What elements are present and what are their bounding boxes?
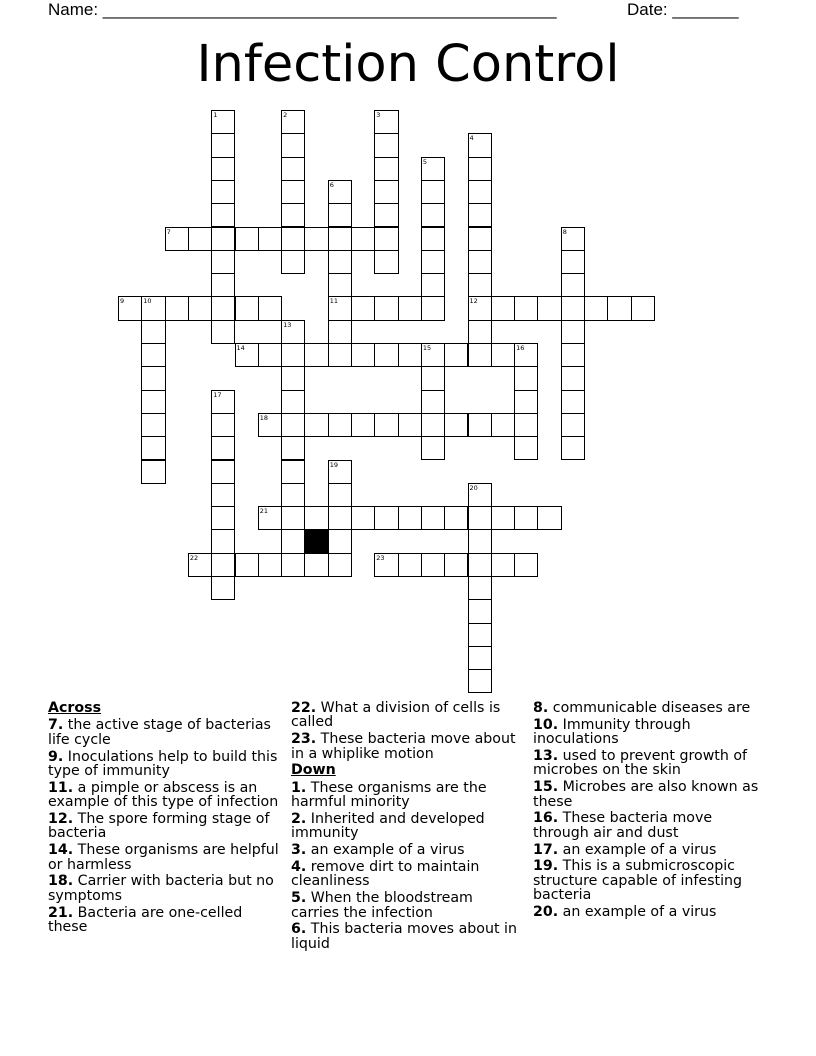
clue-column-2 [291, 701, 523, 954]
clue-number: 22 [189, 553, 199, 562]
grid-cell[interactable] [211, 180, 235, 204]
clue-item-number: 18. [48, 873, 74, 890]
grid-cell[interactable] [328, 203, 352, 227]
grid-cell[interactable] [281, 390, 305, 414]
grid-cell[interactable] [304, 506, 328, 530]
grid-cell[interactable] [514, 506, 538, 530]
grid-cell[interactable] [491, 506, 515, 530]
clue-item [291, 860, 523, 889]
clue-item [533, 701, 765, 715]
grid-cell[interactable] [491, 343, 515, 367]
grid-cell[interactable] [211, 320, 235, 344]
grid-cell[interactable] [281, 227, 305, 251]
grid-cell[interactable] [328, 343, 352, 367]
grid-cell[interactable] [421, 343, 445, 367]
grid-cell[interactable] [141, 366, 165, 390]
clue-item [48, 906, 280, 935]
clue-item [533, 905, 765, 919]
grid-cell[interactable] [444, 553, 468, 577]
grid-cell[interactable] [258, 227, 282, 251]
black-square [304, 529, 328, 553]
grid-cell[interactable] [398, 343, 422, 367]
grid-cell[interactable] [421, 553, 445, 577]
grid-cell[interactable] [561, 343, 585, 367]
grid-cell[interactable] [211, 553, 235, 577]
grid-cell[interactable] [514, 296, 538, 320]
clue-item-text: When the bloodstream carries the infection [291, 890, 473, 921]
grid-cell[interactable] [211, 133, 235, 157]
grid-cell[interactable] [444, 343, 468, 367]
grid-cell[interactable] [281, 366, 305, 390]
clue-number: 9 [120, 297, 125, 306]
grid-cell[interactable] [211, 227, 235, 251]
grid-cell[interactable] [468, 669, 492, 693]
grid-cell[interactable] [561, 273, 585, 297]
grid-cell[interactable] [258, 296, 282, 320]
grid-cell[interactable] [584, 296, 608, 320]
grid-cell[interactable] [374, 133, 398, 157]
clue-item [533, 811, 765, 840]
grid-cell[interactable] [514, 366, 538, 390]
grid-cell[interactable] [141, 343, 165, 367]
grid-cell[interactable] [537, 296, 561, 320]
clue-item [291, 732, 523, 761]
clue-number: 8 [562, 227, 567, 236]
grid-cell[interactable] [398, 506, 422, 530]
grid-cell[interactable] [304, 413, 328, 437]
grid-cell[interactable] [631, 296, 655, 320]
clue-item-number: 21. [48, 904, 74, 921]
clue-item-number: 2. [291, 811, 307, 828]
grid-cell[interactable] [607, 296, 631, 320]
clue-item [48, 781, 280, 810]
grid-cell[interactable] [235, 343, 259, 367]
grid-cell[interactable] [328, 273, 352, 297]
clue-number: 17 [213, 390, 222, 399]
grid-cell[interactable] [141, 460, 165, 484]
grid-cell[interactable] [374, 180, 398, 204]
clue-item-number: 10. [533, 716, 559, 733]
clue-item-text: an example of a virus [562, 841, 717, 858]
grid-cell[interactable] [421, 273, 445, 297]
clue-number: 12 [469, 297, 478, 306]
grid-cell[interactable] [421, 413, 445, 437]
clue-item-text: Immunity through inoculations [533, 716, 691, 748]
clue-item [291, 891, 523, 920]
grid-cell[interactable] [421, 227, 445, 251]
date-field[interactable]: Date: _______ [627, 0, 739, 19]
clue-item-text: the active stage of bacterias life cycle [48, 717, 271, 748]
clue-number: 2 [283, 111, 288, 119]
grid-cell[interactable] [304, 343, 328, 367]
clue-item-text: This bacteria moves about in liquid [291, 921, 517, 952]
grid-cell[interactable] [468, 320, 492, 344]
clue-item-number: 23. [291, 731, 317, 748]
clue-item-number: 6. [291, 921, 307, 938]
clue-column-3 [533, 701, 765, 922]
clue-column-1 [48, 701, 280, 937]
grid-cell[interactable] [328, 506, 352, 530]
grid-cell[interactable] [468, 483, 492, 507]
grid-cell[interactable] [281, 436, 305, 460]
grid-cell[interactable] [421, 390, 445, 414]
grid-cell[interactable] [281, 343, 305, 367]
clue-item-text: an example of a virus [310, 842, 465, 859]
clue-number: 14 [236, 344, 245, 352]
grid-cell[interactable] [351, 343, 375, 367]
clue-item-text: a pimple or abscess is an example of this type of infection [48, 779, 279, 811]
grid-cell[interactable] [468, 227, 492, 251]
clue-number: 10 [143, 297, 152, 306]
grid-cell[interactable] [468, 576, 492, 600]
clue-item-number: 13. [533, 748, 559, 764]
grid-cell[interactable] [328, 529, 352, 553]
grid-cell[interactable] [281, 506, 305, 530]
grid-cell[interactable] [421, 250, 445, 274]
clue-item [533, 749, 765, 778]
grid-cell[interactable] [351, 296, 375, 320]
clue-item-number: 4. [291, 859, 307, 876]
grid-cell[interactable] [211, 436, 235, 460]
grid-cell[interactable] [468, 250, 492, 274]
grid-cell[interactable] [281, 529, 305, 553]
grid-cell[interactable] [211, 273, 235, 297]
clue-item-text: Inoculations help to build this type of immunity [48, 748, 278, 780]
grid-cell[interactable] [281, 483, 305, 507]
clue-item [533, 843, 765, 857]
grid-cell[interactable] [281, 413, 305, 437]
grid-cell[interactable] [141, 296, 165, 320]
grid-cell[interactable] [281, 110, 305, 134]
grid-cell[interactable] [421, 203, 445, 227]
clue-item [291, 781, 523, 810]
grid-cell[interactable] [281, 203, 305, 227]
grid-cell[interactable] [491, 413, 515, 437]
grid-cell[interactable] [468, 157, 492, 181]
clue-heading: Down [291, 762, 336, 779]
clue-item-text: These bacteria move about in a whiplike motion [291, 731, 516, 762]
grid-cell[interactable] [491, 296, 515, 320]
grid-cell[interactable] [118, 296, 142, 320]
grid-cell[interactable] [468, 343, 492, 367]
clue-heading: Across [48, 700, 102, 716]
grid-cell[interactable] [211, 506, 235, 530]
clue-item-text: remove dirt to maintain cleanliness [291, 859, 480, 890]
grid-cell[interactable] [374, 227, 398, 251]
grid-cell[interactable] [468, 623, 492, 647]
clue-number: 3 [376, 111, 381, 119]
grid-cell[interactable] [561, 436, 585, 460]
grid-cell[interactable] [514, 553, 538, 577]
grid-cell[interactable] [374, 413, 398, 437]
grid-cell[interactable] [421, 506, 445, 530]
grid-cell[interactable] [281, 320, 305, 344]
grid-cell[interactable] [235, 553, 259, 577]
clue-item-text: These organisms are the harmful minority [291, 779, 487, 811]
grid-cell[interactable] [561, 296, 585, 320]
grid-cell[interactable] [211, 576, 235, 600]
clue-number: 5 [422, 157, 428, 166]
grid-cell[interactable] [328, 227, 352, 251]
grid-cell[interactable] [141, 436, 165, 460]
clue-number: 13 [283, 320, 292, 329]
grid-cell[interactable] [328, 460, 352, 484]
grid-cell[interactable] [211, 413, 235, 437]
clue-item [48, 750, 280, 779]
grid-cell[interactable] [351, 227, 375, 251]
grid-cell[interactable] [374, 553, 398, 577]
clue-item-text: Carrier with bacteria but no symptoms [48, 873, 274, 904]
clue-item-number: 7. [48, 717, 64, 734]
grid-cell[interactable] [351, 413, 375, 437]
clue-number: 18 [259, 413, 269, 422]
grid-cell[interactable] [211, 529, 235, 553]
grid-cell[interactable] [561, 227, 585, 251]
clue-item [291, 922, 523, 951]
clue-item [48, 874, 280, 903]
clue-item [48, 718, 280, 747]
grid-cell[interactable] [421, 157, 445, 181]
grid-cell[interactable] [374, 110, 398, 134]
grid-cell[interactable] [561, 366, 585, 390]
clue-item-text: This is a submicroscopic structure capable of infesting bacteria [533, 858, 743, 904]
grid-cell[interactable] [141, 320, 165, 344]
clue-item-number: 14. [48, 842, 74, 859]
clue-item [48, 843, 280, 872]
clue-number: 1 [213, 111, 218, 119]
clue-number: 6 [329, 180, 334, 189]
grid-cell[interactable] [281, 133, 305, 157]
clue-number: 19 [329, 460, 338, 469]
grid-cell[interactable] [468, 529, 492, 553]
grid-cell[interactable] [328, 553, 352, 577]
grid-cell[interactable] [444, 413, 468, 437]
clue-item-number: 15. [533, 779, 559, 796]
clue-item-text: used to prevent growth of microbes on the skin [533, 748, 748, 779]
clue-item-number: 22. [291, 700, 317, 716]
grid-cell[interactable] [141, 390, 165, 414]
clue-item-number: 1. [291, 779, 307, 796]
clue-item [48, 812, 280, 841]
grid-cell[interactable] [421, 366, 445, 390]
grid-cell[interactable] [351, 506, 375, 530]
grid-cell[interactable] [537, 506, 561, 530]
grid-cell[interactable] [374, 506, 398, 530]
grid-cell[interactable] [211, 157, 235, 181]
grid-cell[interactable] [514, 436, 538, 460]
grid-cell[interactable] [328, 320, 352, 344]
grid-cell[interactable] [258, 413, 282, 437]
clue-item-number: 11. [48, 779, 74, 796]
grid-cell[interactable] [374, 157, 398, 181]
grid-cell[interactable] [211, 390, 235, 414]
grid-cell[interactable] [374, 343, 398, 367]
grid-cell[interactable] [514, 413, 538, 437]
clue-item-number: 12. [48, 811, 74, 828]
clue-item-text: What a division of cells is called [291, 700, 501, 731]
clue-item-number: 3. [291, 842, 307, 859]
grid-cell[interactable] [328, 180, 352, 204]
grid-cell[interactable] [281, 180, 305, 204]
grid-cell[interactable] [468, 599, 492, 623]
clue-item-number: 20. [533, 904, 559, 921]
page-title: Infection Control [196, 35, 620, 94]
grid-cell[interactable] [398, 413, 422, 437]
grid-cell[interactable] [304, 553, 328, 577]
grid-cell[interactable] [468, 273, 492, 297]
grid-cell[interactable] [328, 483, 352, 507]
clue-number: 21 [259, 507, 269, 516]
clue-item-text: Bacteria are one-celled these [48, 904, 243, 936]
clue-item-text: Inherited and developed immunity [291, 811, 485, 842]
grid-cell[interactable] [514, 343, 538, 367]
clue-item-text: an example of a virus [562, 904, 717, 921]
clue-number: 11 [329, 297, 338, 306]
grid-cell[interactable] [561, 320, 585, 344]
grid-cell[interactable] [468, 180, 492, 204]
grid-cell[interactable] [188, 553, 212, 577]
clue-item-number: 16. [533, 810, 559, 827]
grid-cell[interactable] [211, 460, 235, 484]
grid-cell[interactable] [304, 227, 328, 251]
grid-cell[interactable] [188, 296, 212, 320]
clue-number: 20 [469, 483, 478, 492]
clue-item [291, 843, 523, 857]
grid-cell[interactable] [468, 646, 492, 670]
grid-cell[interactable] [514, 390, 538, 414]
grid-cell[interactable] [561, 413, 585, 437]
clue-number: 23 [376, 553, 385, 562]
clue-item-number: 5. [291, 890, 307, 907]
grid-cell[interactable] [468, 553, 492, 577]
clue-item-text: Microbes are also known as these [533, 779, 759, 810]
grid-cell[interactable] [258, 506, 282, 530]
grid-cell[interactable] [421, 296, 445, 320]
grid-cell[interactable] [444, 506, 468, 530]
grid-cell[interactable] [328, 250, 352, 274]
grid-cell[interactable] [211, 203, 235, 227]
clue-item-number: 8. [533, 700, 549, 716]
grid-cell[interactable] [258, 343, 282, 367]
grid-cell[interactable] [398, 296, 422, 320]
clue-item [291, 812, 523, 841]
clue-item-number: 17. [533, 841, 559, 858]
grid-cell[interactable] [468, 203, 492, 227]
grid-cell[interactable] [468, 506, 492, 530]
clue-item-number: 9. [48, 748, 64, 765]
grid-cell[interactable] [211, 110, 235, 134]
grid-cell[interactable] [491, 553, 515, 577]
grid-cell[interactable] [281, 553, 305, 577]
grid-cell[interactable] [561, 390, 585, 414]
clue-number: 15 [422, 344, 432, 352]
clue-item-text: communicable diseases are [552, 700, 751, 716]
grid-cell[interactable] [374, 250, 398, 274]
grid-cell[interactable] [281, 460, 305, 484]
clue-item [533, 780, 765, 809]
grid-cell[interactable] [165, 227, 189, 251]
clue-item-text: These organisms are helpful or harmless [48, 842, 279, 873]
grid-cell[interactable] [561, 250, 585, 274]
grid-cell[interactable] [468, 133, 492, 157]
clue-item-text: The spore forming stage of bacteria [48, 811, 270, 842]
clue-number: 7 [166, 227, 171, 236]
grid-cell[interactable] [468, 413, 492, 437]
grid-cell[interactable] [374, 203, 398, 227]
clue-item-text: These bacteria move through air and dust [533, 810, 713, 841]
name-field[interactable]: Name: ________________________________________________ [48, 0, 557, 19]
grid-cell[interactable] [141, 413, 165, 437]
clue-number: 16 [516, 344, 525, 352]
grid-cell[interactable] [374, 296, 398, 320]
clue-item [291, 701, 523, 730]
grid-cell[interactable] [328, 413, 352, 437]
grid-cell[interactable] [398, 553, 422, 577]
clue-item [533, 718, 765, 747]
clue-number: 4 [469, 134, 474, 143]
grid-cell[interactable] [165, 296, 189, 320]
clue-item [533, 859, 765, 902]
grid-cell[interactable] [235, 227, 259, 251]
grid-cell[interactable] [188, 227, 212, 251]
grid-cell[interactable] [211, 483, 235, 507]
grid-cell[interactable] [211, 250, 235, 274]
grid-cell[interactable] [281, 250, 305, 274]
grid-cell[interactable] [421, 436, 445, 460]
grid-cell[interactable] [421, 180, 445, 204]
grid-cell[interactable] [281, 157, 305, 181]
grid-cell[interactable] [211, 296, 235, 320]
clue-item-number: 19. [533, 858, 559, 875]
grid-cell[interactable] [328, 296, 352, 320]
grid-cell[interactable] [258, 553, 282, 577]
grid-cell[interactable] [235, 296, 259, 320]
grid-cell[interactable] [468, 296, 492, 320]
